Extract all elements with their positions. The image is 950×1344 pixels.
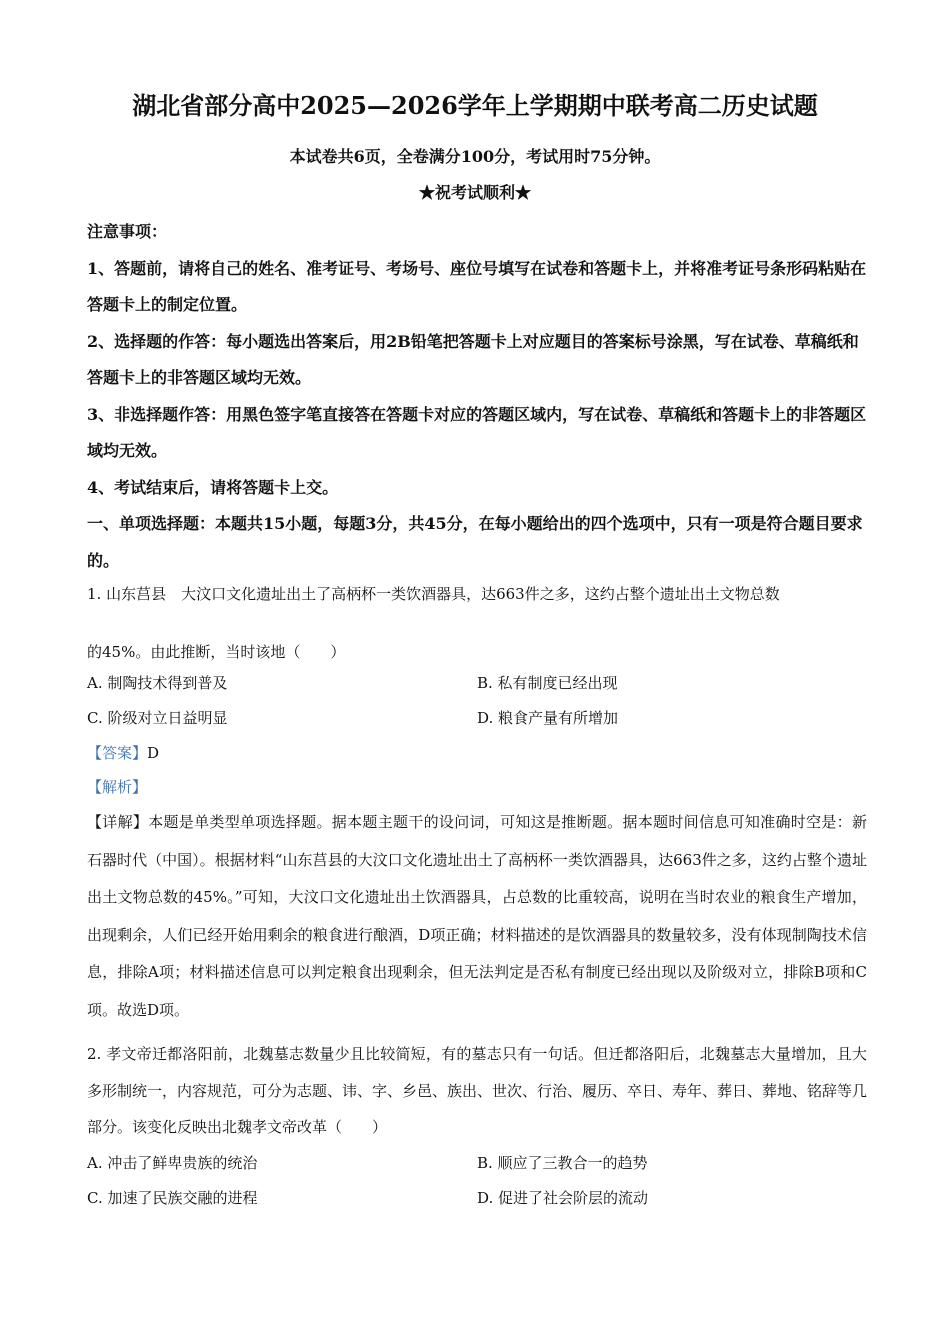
option-a: A. 冲击了鲜卑贵族的统治 (87, 1153, 258, 1172)
note-item: 1、答题前，请将自己的姓名、准考证号、考场号、座位号填写在试卷和答题卡上，并将准考证号条形码粘贴在答题卡上的制定位置。 (87, 258, 867, 314)
answer-value: D (147, 744, 160, 762)
question-1-stem-line1: 1. 山东莒县 大汶口文化遗址出土了高柄杯一类饮酒器具，达663件之多，这约占整个遗址出土文物总数 (87, 585, 780, 603)
analysis-label: 【解析】 (87, 778, 148, 796)
notes-section (87, 214, 867, 579)
options-row (87, 1181, 867, 1216)
page-title: 湖北省部分高中2025—2026学年上学期期中联考高二历史试题 (132, 91, 818, 120)
note-item: 4、考试结束后，请将答题卡上交。 (87, 477, 339, 497)
exam-info: 本试卷共6页，全卷满分100分，考试用时75分钟。 (289, 147, 661, 166)
answer-label: 【答案】 (87, 744, 148, 762)
question-2 (87, 1036, 867, 1216)
option-b: B. 私有制度已经出现 (477, 674, 618, 692)
note-item: 3、非选择题作答：用黑色签字笔直接答在答题卡对应的答题区域内，写在试卷、草稿纸和答题卡上的非答题区域均无效。 (87, 404, 867, 460)
options-row (87, 1146, 867, 1181)
detail-explanation (87, 804, 867, 1029)
option-d: D. 促进了社会阶层的流动 (477, 1188, 649, 1207)
note-item: 2、选择题的作答：每小题选出答案后，用2B铅笔把答题卡上对应题目的答案标号涂黑，写在试卷、草稿纸和答题卡上的非答题区域均无效。 (87, 331, 859, 387)
detail-text: 本题是单类型单项选择题。据本题主题干的设问词，可知这是推断题。据本题时间信息可知准确时空是：新石器时代（中国）。根据材料“山东莒县的大汶口文化遗址出土了高柄杯一类饮酒器具，达663件之多，这约占整个遗址出土文物总数的45%。”可知，大汶口文化遗址出土饮酒器具，占总数的比重较高，说明在当时农业的粮食生产增加，出现剩余，人们已经开始用剩余的粮食进行酿酒，D项正确；材料描述的是饮酒器具的数量较多，没有体现制陶技术信息，排除A项；材料描述信息可以判定粮食出现剩余，但无法判定是否私有制度已经出现以及阶级对立，排除B项和C项。故选D项。 (87, 813, 867, 1019)
option-c: C. 加速了民族交融的进程 (87, 1188, 258, 1207)
detail-label: 【详解】 (87, 813, 149, 831)
analysis-line (87, 770, 867, 804)
question-1 (87, 580, 867, 1029)
option-b: B. 顺应了三教合一的趋势 (477, 1153, 648, 1172)
notes-heading: 注意事项： (87, 222, 168, 241)
option-a: A. 制陶技术得到普及 (87, 674, 228, 692)
option-c: C. 阶级对立日益明显 (87, 709, 228, 727)
question-1-stem-line2: 的45%。由此推断，当时该地（ ） (87, 643, 346, 661)
options-row (87, 666, 867, 701)
question-2-stem: 2. 孝文帝迁都洛阳前，北魏墓志数量少且比较简短，有的墓志只有一句话。但迁都洛阳后，北魏墓志大量增加，且大多形制统一，内容规范，可分为志题、讳、字、乡邑、族出、世次、行治、履历、卒日、寿年、葬日、葬地、铭辞等几部分。该变化反映出北魏孝文帝改革（ ） (87, 1045, 868, 1136)
answer-line (87, 736, 867, 770)
good-luck-banner: ★祝考试顺利★ (418, 183, 531, 202)
options-row (87, 701, 867, 736)
section-heading: 一、单项选择题：本题共15小题，每题3分，共45分，在每小题给出的四个选项中，只有一项是符合题目要求的。 (87, 514, 863, 570)
option-d: D. 粮食产量有所增加 (477, 709, 619, 727)
